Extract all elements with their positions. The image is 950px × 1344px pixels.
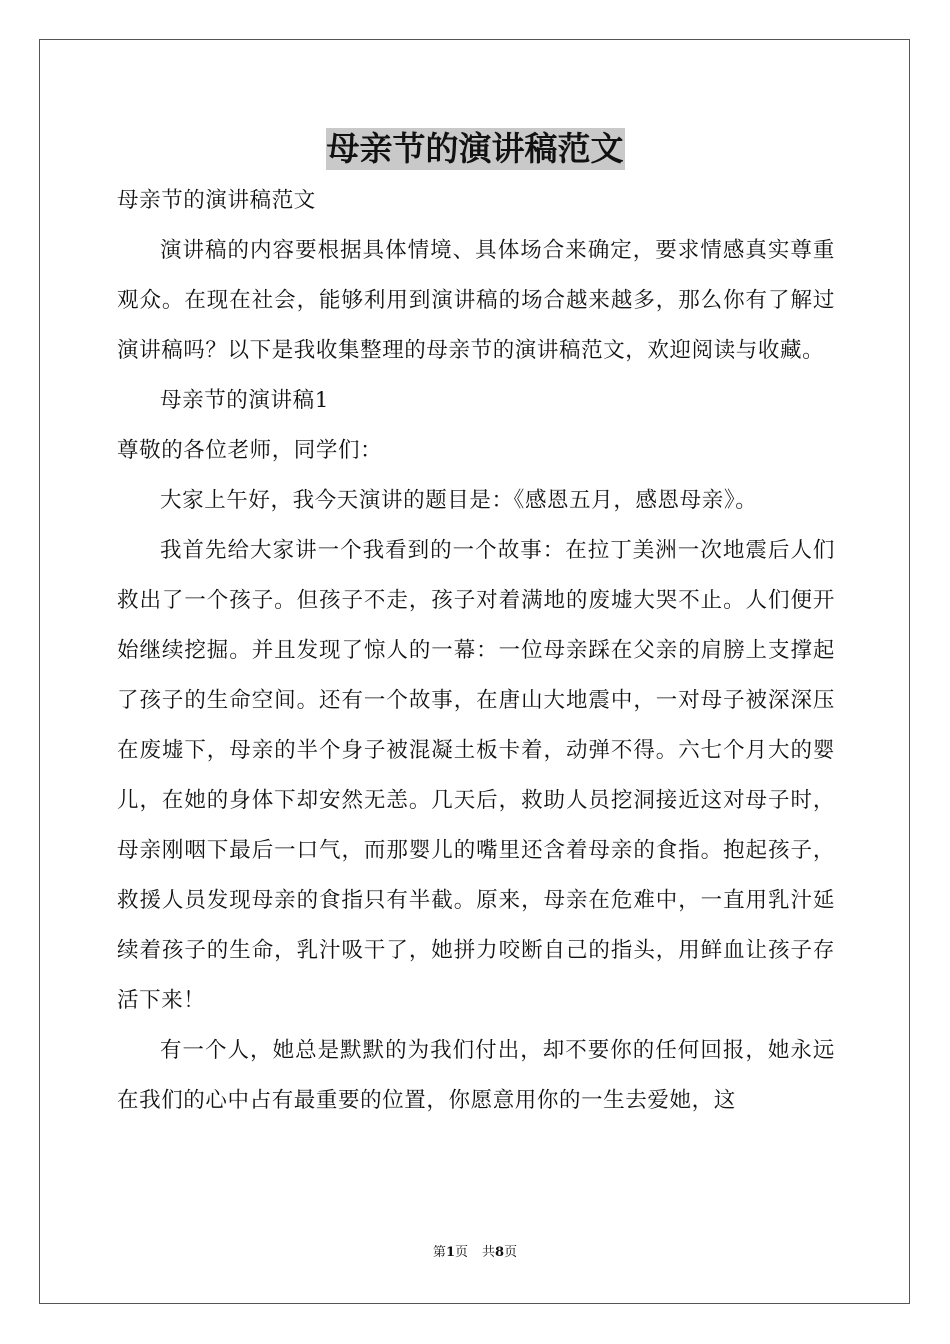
document-body (117, 176, 835, 1126)
title-container (0, 128, 950, 170)
document-title: 母亲节的演讲稿范文 (326, 129, 624, 168)
page-footer (0, 1244, 950, 1262)
total-label-prefix: 共 (482, 1245, 496, 1260)
paragraph: 母亲节的演讲稿范文 (117, 188, 316, 213)
paragraph: 有一个人，她总是默默的为我们付出，却不要你的任何回报，她永远在我们的心中占有最重要的位置，你愿意用你的一生去爱她，这 (117, 1038, 835, 1113)
paragraph: 我首先给大家讲一个我看到的一个故事：在拉丁美洲一次地震后人们救出了一个孩子。但孩子不走，孩子对着满地的废墟大哭不止。人们便开始继续挖掘。并且发现了惊人的一幕：一位母亲踩在父亲的肩膀上支撑起了孩子的生命空间。还有一个故事，在唐山大地震中，一对母子被深深压在废墟下，母亲的半个身子被混凝土板卡着，动弹不得。六七个月大的婴儿，在她的身体下却安然无恙。几天后，救助人员挖洞接近这对母子时，母亲刚咽下最后一口气，而那婴儿的嘴里还含着母亲的食指。抱起孩子，救援人员发现母亲的食指只有半截。原来，母亲在危难中，一直用乳汁延续着孩子的生命，乳汁吸干了，她拼力咬断自己的指头，用鲜血让孩子存活下来！ (117, 538, 835, 1013)
paragraph: 演讲稿的内容要根据具体情境、具体场合来确定，要求情感真实尊重观众。在现在社会，能够利用到演讲稿的场合越来越多，那么你有了解过演讲稿吗？以下是我收集整理的母亲节的演讲稿范文，欢迎阅读与收藏。 (117, 238, 835, 363)
page-label-suffix: 页 (454, 1245, 468, 1260)
paragraph: 大家上午好，我今天演讲的题目是：《感恩五月，感恩母亲》。 (160, 488, 758, 513)
page-label-prefix: 第 (432, 1245, 446, 1260)
total-label-suffix: 页 (504, 1245, 518, 1260)
paragraph: 尊敬的各位老师，同学们： (117, 438, 383, 463)
paragraph: 母亲节的演讲稿1 (160, 388, 329, 413)
page-number: 1 (445, 1245, 455, 1260)
total-pages: 8 (495, 1245, 505, 1260)
